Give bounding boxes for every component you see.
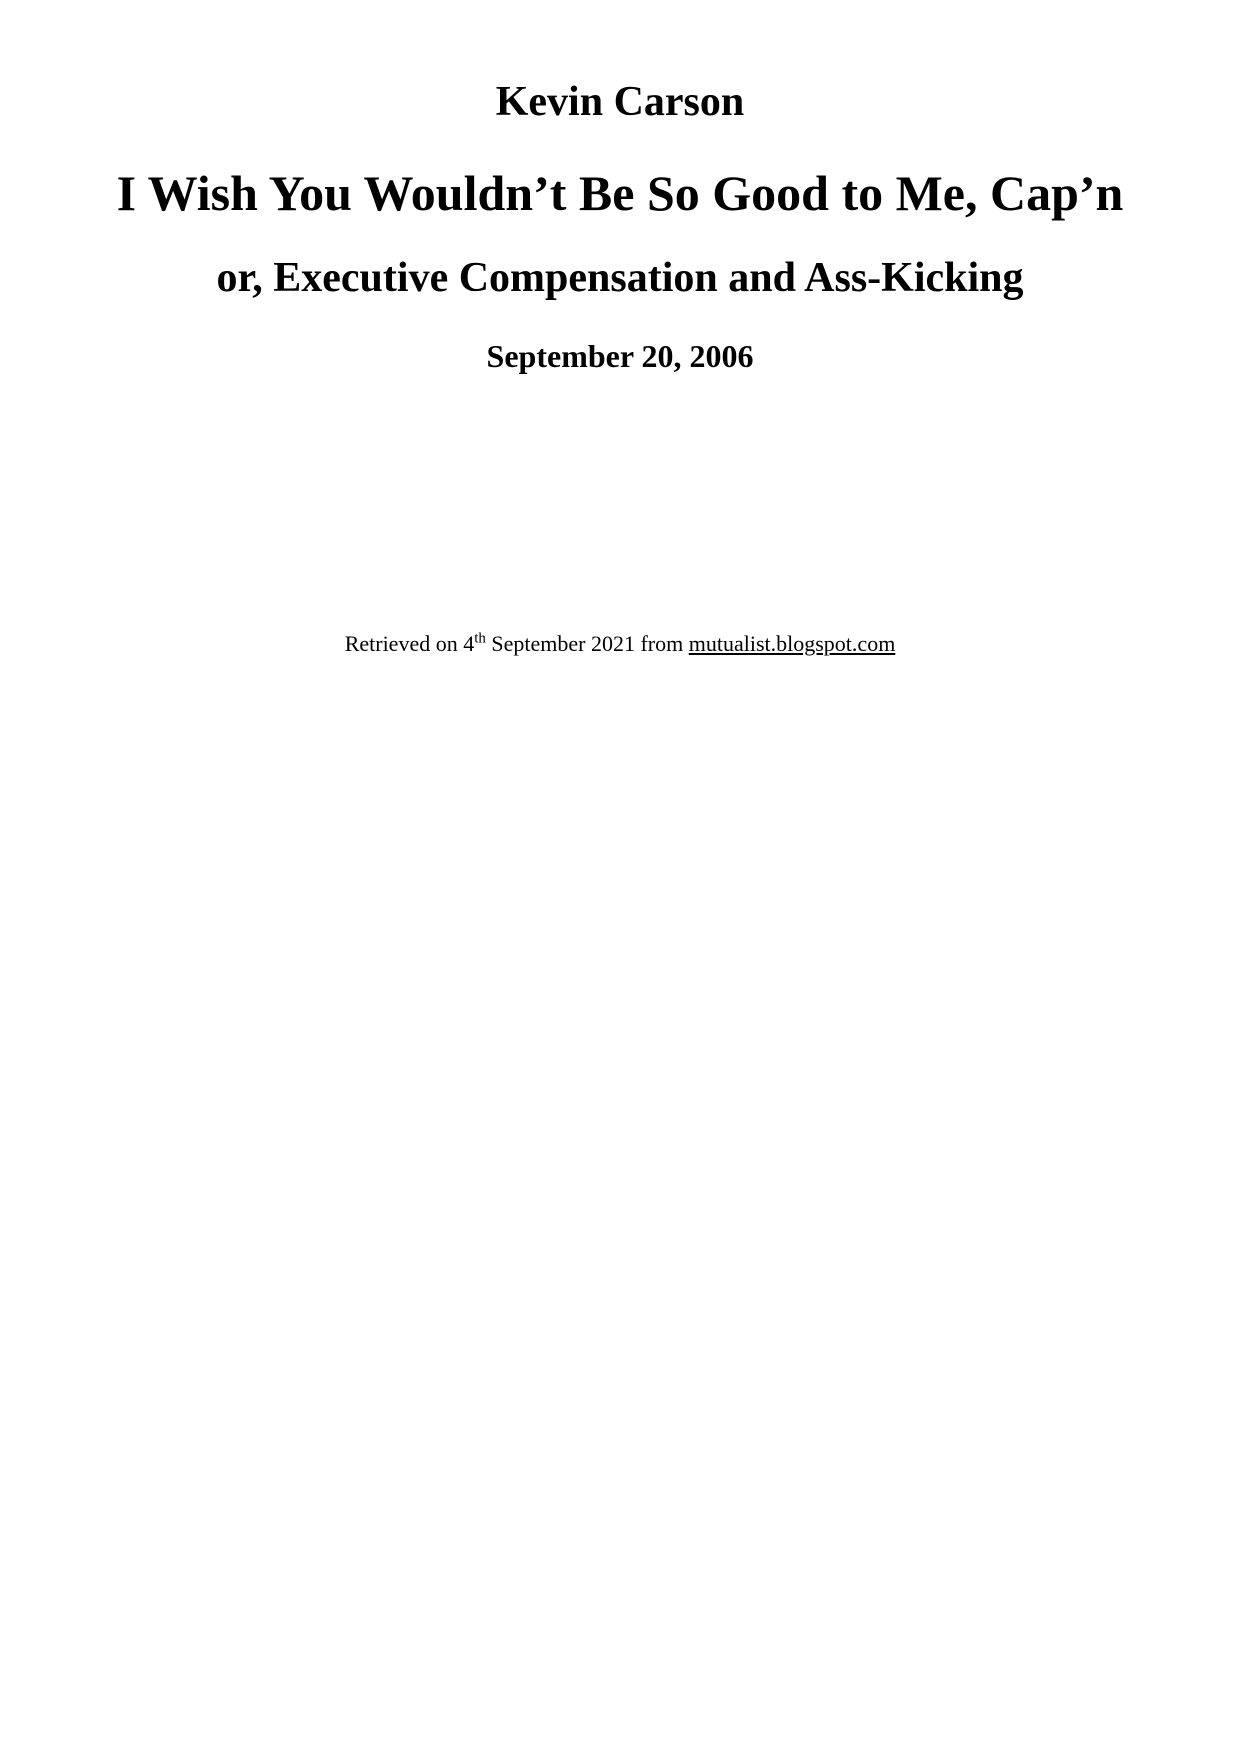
retrieval-prefix: Retrieved on 4 [344, 631, 475, 656]
author-name: Kevin Carson [495, 79, 745, 125]
retrieval-ordinal-suffix: th [474, 630, 486, 647]
source-link[interactable]: mutualist.blogspot.com [688, 631, 896, 656]
retrieval-middle: September 2021 from [485, 631, 689, 656]
document-title: I Wish You Wouldn’t Be So Good to Me, Cap’n [116, 165, 1124, 221]
publication-date: September 20, 2006 [486, 338, 754, 374]
document-subtitle: or, Executive Compensation and Ass-Kicking [216, 255, 1024, 301]
retrieval-note [0, 626, 1240, 662]
